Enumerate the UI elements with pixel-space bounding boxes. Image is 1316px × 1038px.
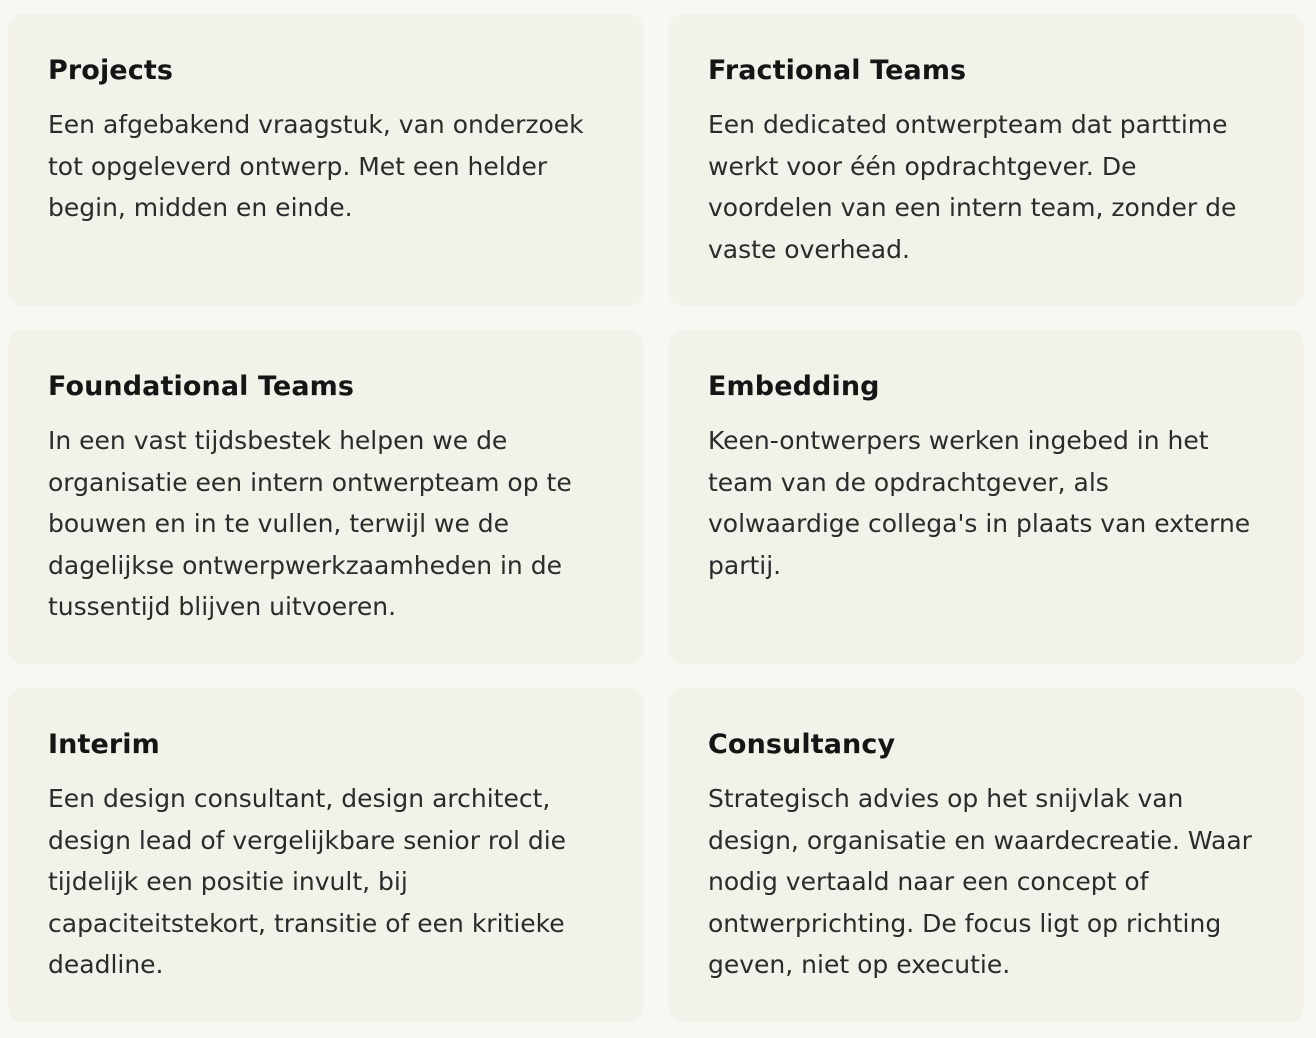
service-title: Consultancy [708,729,896,760]
service-card-foundational-teams [8,330,644,664]
service-card-fractional-teams [668,14,1304,306]
service-title: Projects [48,55,174,86]
service-description: Een afgebakend vraagstuk, van onderzoek tot opgeleverd ontwerp. Met een helder begin, midden en einde. [48,110,584,222]
service-card-projects [8,14,644,306]
service-card-embedding [668,330,1304,664]
service-description: Een design consultant, design architect, design lead of vergelijkbare senior rol die tijdelijk een positie invult, bij capaciteitstekort, transitie of een kritieke deadline. [48,784,567,979]
services-grid [8,14,1304,1022]
service-card-consultancy [668,688,1304,1022]
service-description: Een dedicated ontwerpteam dat parttime werkt voor één opdrachtgever. De voordelen van een intern team, zonder de vaste overhead. [708,110,1237,264]
service-title: Fractional Teams [708,55,967,86]
service-title: Foundational Teams [48,371,355,402]
service-title: Interim [48,729,160,760]
service-description: Strategisch advies op het snijvlak van design, organisatie en waardecreatie. Waar nodig vertaald naar een concept of ontwerprichting. De focus ligt op richting geven, niet op executie. [708,784,1252,979]
service-description: Keen-ontwerpers werken ingebed in het team van de opdrachtgever, als volwaardige collega's in plaats van externe partij. [708,426,1251,580]
service-description: In een vast tijdsbestek helpen we de organisatie een intern ontwerpteam op te bouwen en in te vullen, terwijl we de dagelijkse ontwerpwerkzaamheden in de tussentijd blijven uitvoeren. [48,426,572,621]
service-card-interim [8,688,644,1022]
service-title: Embedding [708,371,880,402]
